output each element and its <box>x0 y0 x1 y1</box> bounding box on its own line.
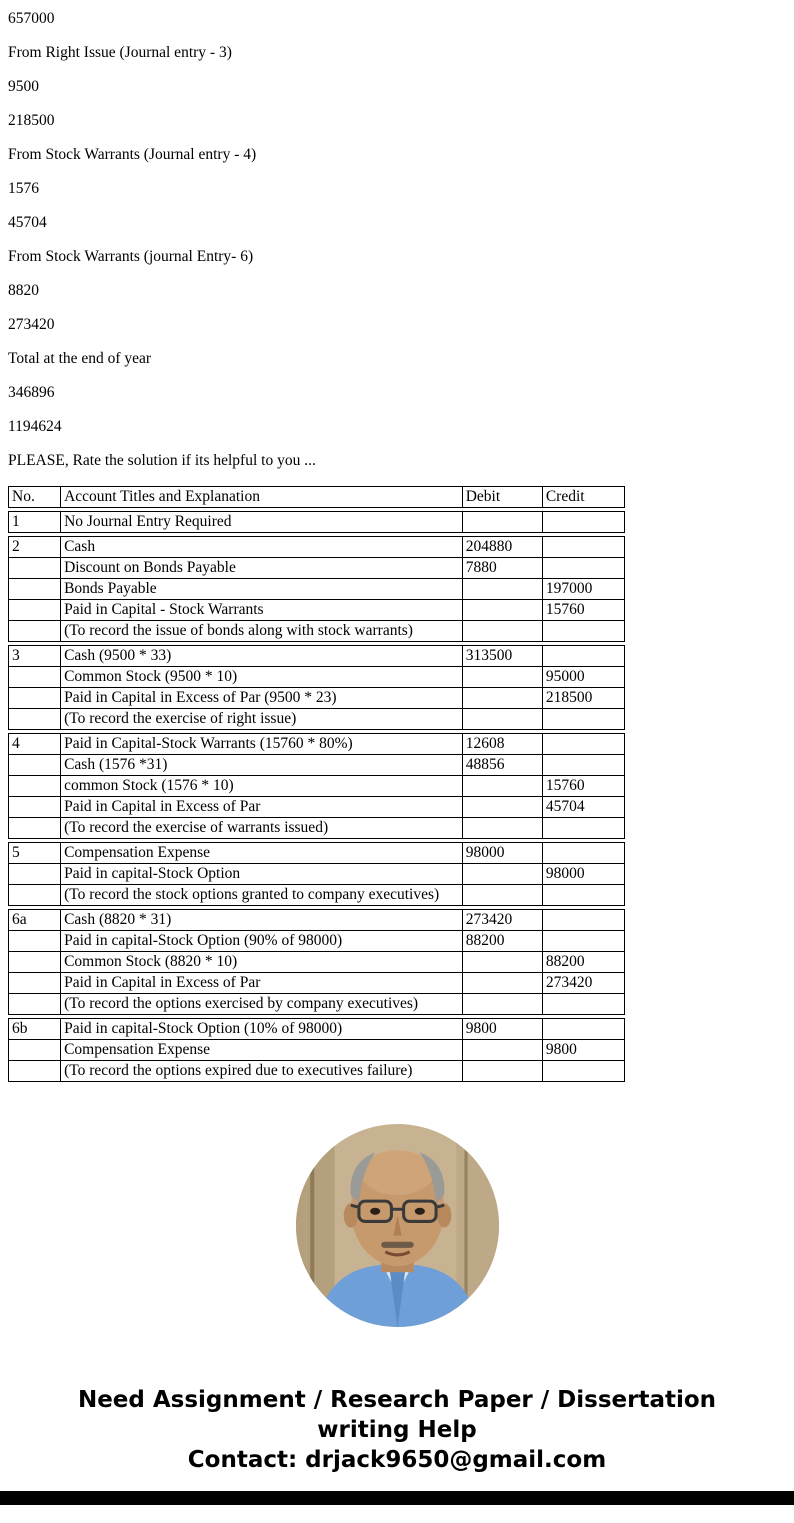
debit-cell: 7880 <box>462 558 542 579</box>
account-cell: Paid in Capital in Excess of Par <box>61 973 463 994</box>
table-row <box>9 579 625 600</box>
table-row <box>9 755 625 776</box>
table-row <box>9 931 625 952</box>
no-cell <box>9 1040 61 1061</box>
intro-line: 346896 <box>8 384 55 401</box>
bottom-bar <box>0 1491 794 1505</box>
no-cell <box>9 621 61 642</box>
debit-cell <box>462 818 542 839</box>
journal-entry-group <box>8 511 625 533</box>
account-cell: Compensation Expense <box>61 843 463 864</box>
debit-cell: 98000 <box>462 843 542 864</box>
credit-cell <box>542 537 624 558</box>
credit-cell: 218500 <box>542 688 624 709</box>
debit-cell: 48856 <box>462 755 542 776</box>
credit-cell <box>542 1019 624 1040</box>
credit-cell: 15760 <box>542 600 624 621</box>
debit-cell: 273420 <box>462 910 542 931</box>
table-row <box>9 843 625 864</box>
debit-cell <box>462 709 542 730</box>
account-cell: Paid in Capital in Excess of Par (9500 * 23) <box>61 688 463 709</box>
header-cell: Debit <box>462 487 542 508</box>
no-cell: 1 <box>9 512 61 533</box>
no-cell: 2 <box>9 537 61 558</box>
table-row <box>9 952 625 973</box>
footer-line: writing Help <box>317 1417 477 1443</box>
table-row <box>9 1040 625 1061</box>
intro-line: 9500 <box>8 78 39 95</box>
credit-cell <box>542 910 624 931</box>
table-row <box>9 688 625 709</box>
header-row <box>9 487 625 508</box>
account-cell: (To record the options expired due to executives failure) <box>61 1061 463 1082</box>
journal-entry-group <box>8 842 625 906</box>
table-row <box>9 667 625 688</box>
footer-text <box>8 1385 786 1475</box>
debit-cell <box>462 579 542 600</box>
credit-cell: 15760 <box>542 776 624 797</box>
no-cell <box>9 818 61 839</box>
debit-cell <box>462 688 542 709</box>
account-cell: Discount on Bonds Payable <box>61 558 463 579</box>
debit-cell <box>462 512 542 533</box>
no-cell <box>9 558 61 579</box>
account-cell: Common Stock (9500 * 10) <box>61 667 463 688</box>
debit-cell <box>462 1061 542 1082</box>
debit-cell <box>462 994 542 1015</box>
no-cell <box>9 952 61 973</box>
credit-cell <box>542 709 624 730</box>
credit-cell: 45704 <box>542 797 624 818</box>
table-row <box>9 600 625 621</box>
account-cell: Paid in Capital in Excess of Par <box>61 797 463 818</box>
table-row <box>9 910 625 931</box>
table-row <box>9 797 625 818</box>
credit-cell: 197000 <box>542 579 624 600</box>
intro-line: 657000 <box>8 10 55 27</box>
credit-cell <box>542 646 624 667</box>
account-cell: Cash (8820 * 31) <box>61 910 463 931</box>
no-cell <box>9 776 61 797</box>
credit-cell <box>542 512 624 533</box>
header-cell: No. <box>9 487 61 508</box>
intro-line: From Stock Warrants (Journal entry - 4) <box>8 146 257 163</box>
intro-line: 218500 <box>8 112 55 129</box>
account-cell: No Journal Entry Required <box>61 512 463 533</box>
no-cell <box>9 600 61 621</box>
no-cell <box>9 994 61 1015</box>
no-cell <box>9 973 61 994</box>
account-cell: (To record the exercise of right issue) <box>61 709 463 730</box>
intro-line: 1194624 <box>8 418 62 435</box>
account-cell: common Stock (1576 * 10) <box>61 776 463 797</box>
no-cell: 6b <box>9 1019 61 1040</box>
no-cell: 6a <box>9 910 61 931</box>
debit-cell: 313500 <box>462 646 542 667</box>
credit-cell: 273420 <box>542 973 624 994</box>
account-cell: Paid in Capital - Stock Warrants <box>61 600 463 621</box>
account-cell: Cash (1576 *31) <box>61 755 463 776</box>
intro-line: PLEASE, Rate the solution if its helpful to you ... <box>8 452 316 469</box>
intro-line: 1576 <box>8 180 39 197</box>
debit-cell: 204880 <box>462 537 542 558</box>
no-cell: 4 <box>9 734 61 755</box>
header-cell: Credit <box>542 487 624 508</box>
debit-cell <box>462 864 542 885</box>
account-cell: Compensation Expense <box>61 1040 463 1061</box>
no-cell <box>9 579 61 600</box>
no-cell <box>9 1061 61 1082</box>
footer-line: Need Assignment / Research Paper / Dissertation <box>77 1387 717 1413</box>
journal-entry-group <box>8 645 625 730</box>
account-cell: (To record the issue of bonds along with stock warrants) <box>61 621 463 642</box>
table-row <box>9 973 625 994</box>
account-cell: (To record the exercise of warrants issued) <box>61 818 463 839</box>
account-cell: Paid in capital-Stock Option (10% of 98000) <box>61 1019 463 1040</box>
debit-cell <box>462 797 542 818</box>
credit-cell: 88200 <box>542 952 624 973</box>
intro-line: From Stock Warrants (journal Entry- 6) <box>8 248 254 265</box>
intro-line: Total at the end of year <box>8 350 152 367</box>
table-row <box>9 709 625 730</box>
no-cell <box>9 885 61 906</box>
debit-cell <box>462 952 542 973</box>
debit-cell: 9800 <box>462 1019 542 1040</box>
no-cell <box>9 864 61 885</box>
table-row <box>9 994 625 1015</box>
credit-cell <box>542 558 624 579</box>
table-row <box>9 646 625 667</box>
journal-entry-group <box>8 909 625 1015</box>
debit-cell <box>462 1040 542 1061</box>
intro-line: 273420 <box>8 316 55 333</box>
credit-cell <box>542 994 624 1015</box>
intro-line: From Right Issue (Journal entry - 3) <box>8 44 232 61</box>
journal-table <box>8 486 786 1082</box>
debit-cell <box>462 885 542 906</box>
account-cell: Bonds Payable <box>61 579 463 600</box>
credit-cell <box>542 818 624 839</box>
intro-line: 45704 <box>8 214 47 231</box>
account-cell: Cash (9500 * 33) <box>61 646 463 667</box>
table-row <box>9 734 625 755</box>
no-cell <box>9 755 61 776</box>
tutor-portrait-illustration <box>296 1124 499 1327</box>
journal-entry-group <box>8 1018 625 1082</box>
table-row <box>9 864 625 885</box>
no-cell <box>9 709 61 730</box>
debit-cell <box>462 600 542 621</box>
account-cell: (To record the stock options granted to company executives) <box>61 885 463 906</box>
table-row <box>9 885 625 906</box>
debit-cell <box>462 667 542 688</box>
credit-cell <box>542 755 624 776</box>
debit-cell: 12608 <box>462 734 542 755</box>
intro-section <box>8 10 786 469</box>
profile-photo <box>296 1124 499 1327</box>
credit-cell <box>542 621 624 642</box>
table-row <box>9 1019 625 1040</box>
credit-cell <box>542 843 624 864</box>
credit-cell: 98000 <box>542 864 624 885</box>
credit-cell <box>542 734 624 755</box>
credit-cell <box>542 931 624 952</box>
table-row <box>9 537 625 558</box>
account-cell: (To record the options exercised by company executives) <box>61 994 463 1015</box>
table-row <box>9 776 625 797</box>
no-cell <box>9 797 61 818</box>
table-row <box>9 558 625 579</box>
debit-cell: 88200 <box>462 931 542 952</box>
account-cell: Paid in capital-Stock Option (90% of 98000) <box>61 931 463 952</box>
table-row <box>9 621 625 642</box>
no-cell <box>9 688 61 709</box>
table-row <box>9 512 625 533</box>
credit-cell <box>542 885 624 906</box>
table-header-group <box>8 486 625 508</box>
debit-cell <box>462 621 542 642</box>
debit-cell <box>462 973 542 994</box>
table-row <box>9 818 625 839</box>
account-cell: Paid in Capital-Stock Warrants (15760 * 80%) <box>61 734 463 755</box>
header-cell: Account Titles and Explanation <box>61 487 463 508</box>
credit-cell: 9800 <box>542 1040 624 1061</box>
account-cell: Paid in capital-Stock Option <box>61 864 463 885</box>
account-cell: Common Stock (8820 * 10) <box>61 952 463 973</box>
journal-entry-group <box>8 536 625 642</box>
journal-entry-group <box>8 733 625 839</box>
no-cell <box>9 667 61 688</box>
credit-cell <box>542 1061 624 1082</box>
photo-row <box>8 1124 786 1327</box>
table-row <box>9 1061 625 1082</box>
no-cell: 3 <box>9 646 61 667</box>
credit-cell: 95000 <box>542 667 624 688</box>
intro-line: 8820 <box>8 282 39 299</box>
no-cell: 5 <box>9 843 61 864</box>
no-cell <box>9 931 61 952</box>
debit-cell <box>462 776 542 797</box>
footer-line: Contact: drjack9650@gmail.com <box>187 1447 607 1473</box>
account-cell: Cash <box>61 537 463 558</box>
